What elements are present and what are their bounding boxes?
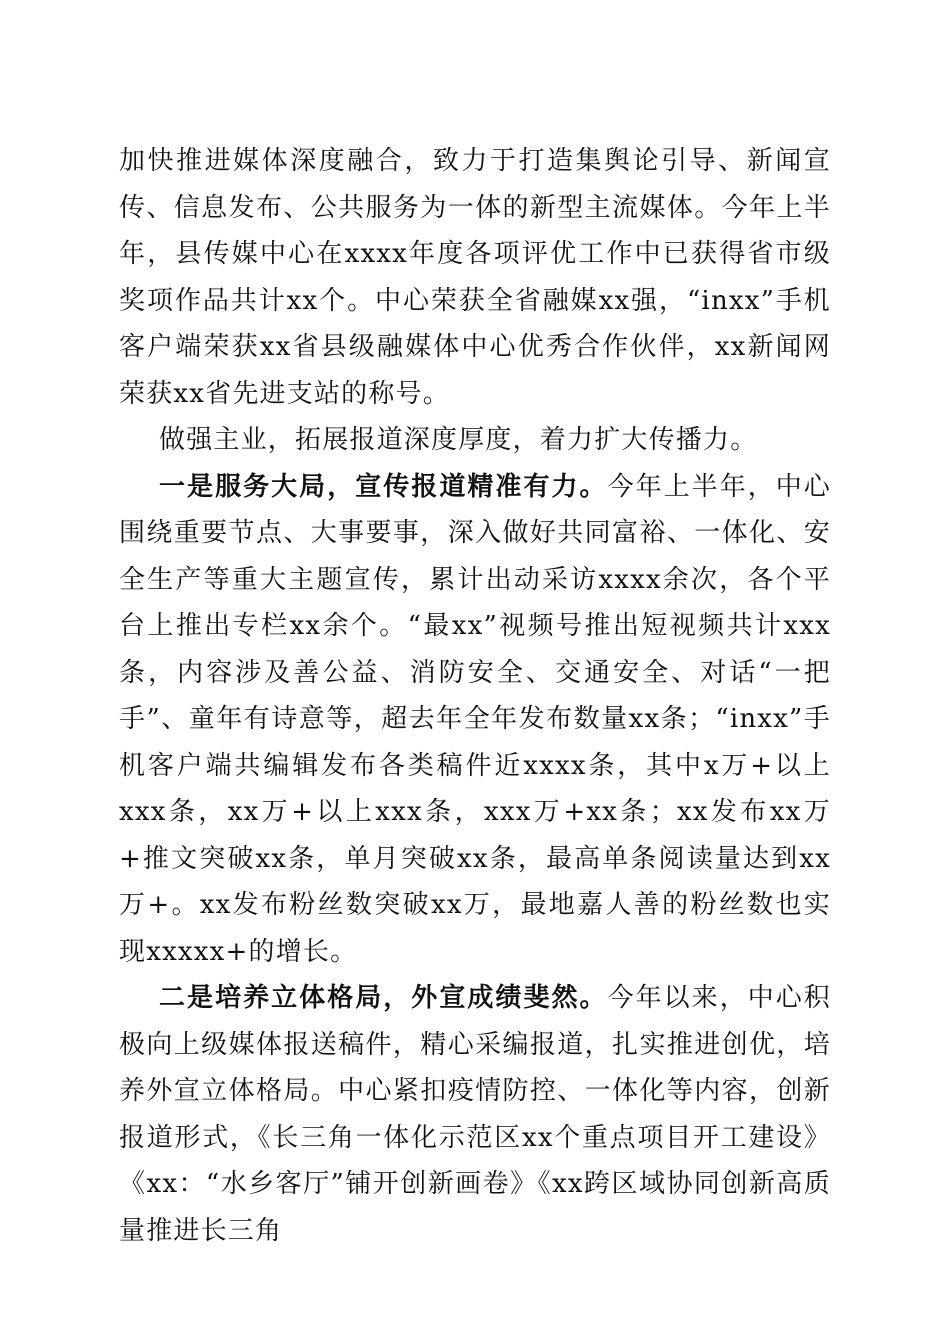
paragraph-section-one — [119, 464, 831, 976]
paragraph-main-task — [119, 417, 831, 464]
paragraph-lead: 一是服务大局，宣传报道精准有力。 — [159, 471, 608, 502]
paragraph-intro — [119, 138, 831, 417]
paragraph-text: 今年上半年，中心围绕重要节点、大事要事，深入做好共同富裕、一体化、安全生产等重大主题宣传，累计出动采访xxxx余次，各个平台上推出专栏xx余个。“最xx”视频号推出短视频共计xxx条，内容涉及善公益、消防安全、交通安全、对话“一把手”、童年有诗意等，超去年全年发布数量xx条；“inxx”手机客户端共编辑发布各类稿件近xxxx条，其中x万+以上xxx条，xx万+以上xxx条，xxx万+xx条；xx发布xx万+推文突破xx条，单月突破xx条，最高单条阅读量达到xx万+。xx发布粉丝数突破xx万，最地嘉人善的粉丝数也实现xxxxx+的增长。 — [119, 471, 832, 967]
paragraph-text: 加快推进媒体深度融合，致力于打造集舆论引导、新闻宣传、信息发布、公共服务为一体的新型主流媒体。今年上半年，县传媒中心在xxxx年度各项评优工作中已获得省市级奖项作品共计xx个。中心荣获全省融媒xx强，“inxx”手机客户端荣获xx省县级融媒体中心优秀合作伙伴，xx新闻网荣获xx省先进支站的称号。 — [119, 146, 831, 409]
paragraph-lead: 二是培养立体格局，外宣成绩斐然。 — [159, 983, 608, 1013]
paragraph-section-two — [119, 975, 831, 1254]
paragraph-text: 今年以来，中心积极向上级媒体报送稿件，精心采编报道，扎实推进创优，培养外宣立体格局。中心紧扣疫情防控、一体化等内容，创新报道形式，《长三角一体化示范区xx个重点项目开工建设》《xx：“水乡客厅”铺开创新画卷》《xx跨区域协同创新高质量推进长三角 — [119, 983, 832, 1246]
document-body — [119, 138, 831, 1254]
paragraph-text: 做强主业，拓展报道深度厚度，着力扩大传播力。 — [159, 425, 758, 455]
